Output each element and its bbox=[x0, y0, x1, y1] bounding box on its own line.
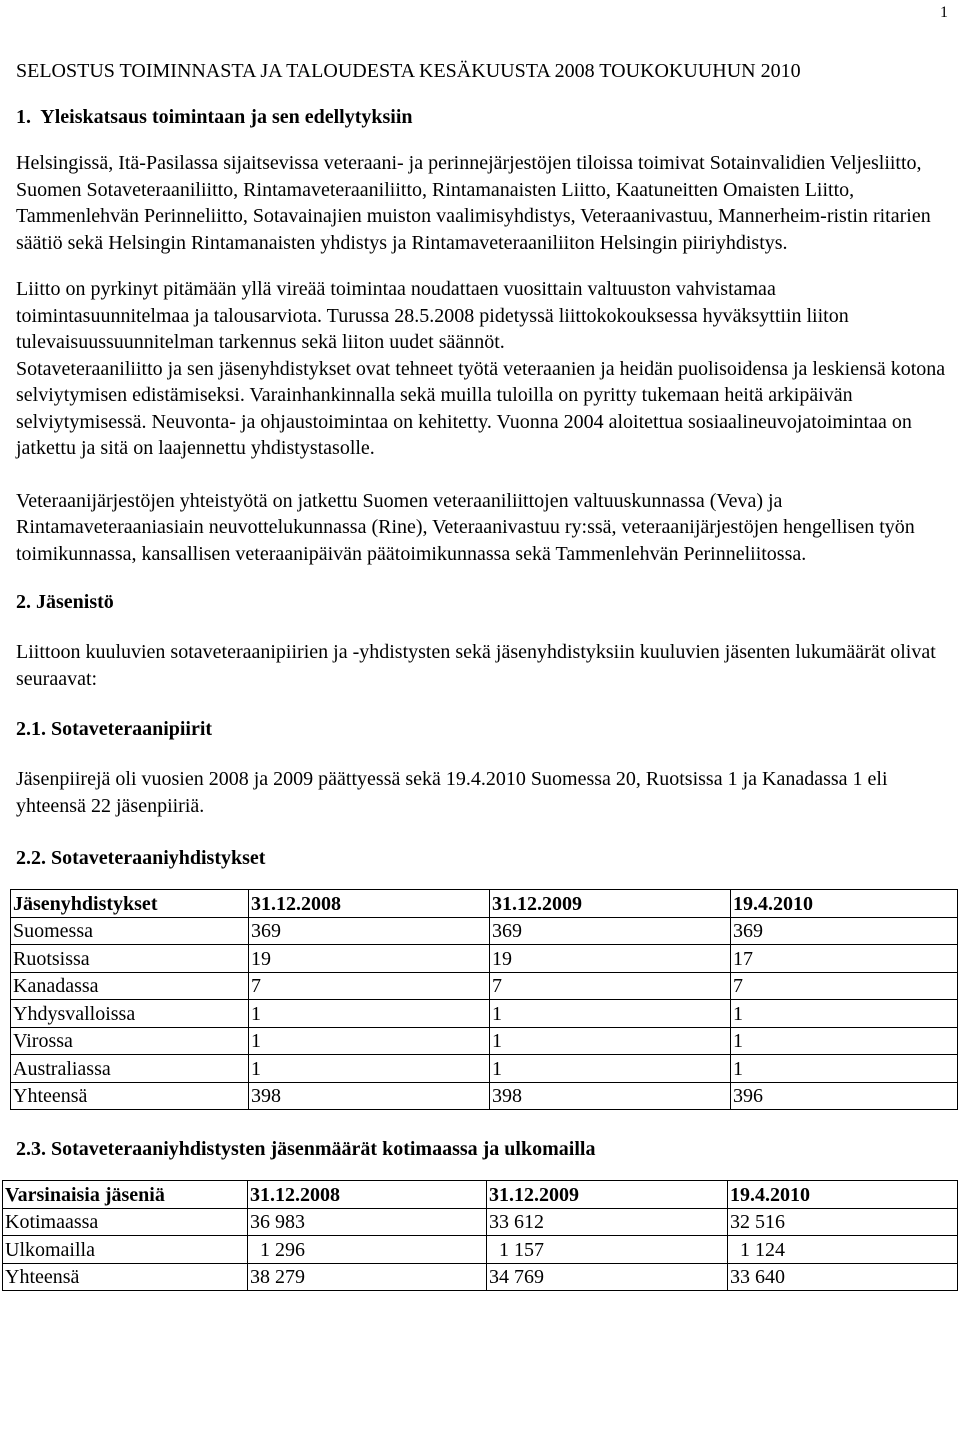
table-row bbox=[3, 1236, 958, 1264]
table-header-row bbox=[3, 1181, 958, 1209]
section-2-2-heading: 2.2. Sotaveteraaniyhdistykset bbox=[16, 847, 266, 869]
table-header-cell: Jäsenyhdistykset bbox=[11, 890, 249, 918]
section-1-paragraph-4: Veteraanijärjestöjen yhteistyötä on jatkettu Suomen veteraaniliittojen valtuuskunnassa (Veva) ja Rintamaveteraaniasiain neuvottelukunnassa (Rine), Veteraanivastuu ry:ssä, veteraanijärjestöjen hengellisen työn toimikunnassa, kansallisen veteraanipäivän päätoimikunnassa sekä Tammenlehvän Perinneliitossa. bbox=[16, 489, 915, 565]
table-cell: Yhteensä bbox=[3, 1263, 248, 1291]
table-cell: 1 bbox=[731, 1027, 958, 1055]
document-title: SELOSTUS TOIMINNASTA JA TALOUDESTA KESÄKUUSTA 2008 TOUKOKUUHUN 2010 bbox=[16, 60, 801, 82]
table-cell: 19 bbox=[490, 945, 731, 973]
section-1-heading: 1. Yleiskatsaus toimintaan ja sen edellytyksiin bbox=[16, 106, 413, 128]
table-header-cell: Varsinaisia jäseniä bbox=[3, 1181, 248, 1209]
table-cell: Yhdysvalloissa bbox=[11, 1000, 249, 1028]
table-header-cell: 31.12.2008 bbox=[248, 1181, 487, 1209]
section-2-3-heading: 2.3. Sotaveteraaniyhdistysten jäsenmäärät kotimaassa ja ulkomailla bbox=[16, 1138, 596, 1160]
table-cell: Kanadassa bbox=[11, 972, 249, 1000]
table-row bbox=[11, 972, 958, 1000]
table-cell: 38 279 bbox=[248, 1263, 487, 1291]
table-cell: 1 bbox=[249, 1027, 490, 1055]
table-cell: 33 640 bbox=[728, 1263, 958, 1291]
table-cell: 1 bbox=[490, 1000, 731, 1028]
section-2-heading: 2. Jäsenistö bbox=[16, 591, 114, 613]
table-cell: 36 983 bbox=[248, 1208, 487, 1236]
table-cell: 398 bbox=[490, 1082, 731, 1110]
table-row bbox=[3, 1263, 958, 1291]
table-cell: 7 bbox=[249, 972, 490, 1000]
table-row bbox=[11, 1027, 958, 1055]
table-row bbox=[11, 1000, 958, 1028]
table-cell: 369 bbox=[249, 917, 490, 945]
table-cell: Australiassa bbox=[11, 1055, 249, 1083]
table-cell: 1 124 bbox=[728, 1236, 958, 1264]
table-cell: 369 bbox=[731, 917, 958, 945]
table-cell: 1 bbox=[731, 1000, 958, 1028]
table-row bbox=[3, 1208, 958, 1236]
table-header-cell: 19.4.2010 bbox=[731, 890, 958, 918]
page-number: 1 bbox=[940, 4, 948, 21]
section-1-paragraph-1: Helsingissä, Itä-Pasilassa sijaitsevissa veteraani- ja perinnejärjestöjen tiloissa toimivat Sotainvalidien Veljesliitto, Suomen Sotaveteraaniliitto, Rintamaveteraaniliitto, Rintamanaisten Liitto, Kaatuneitten Omaisten Liitto, Tammenlehvän Perinneliitto, Sotavainajien muiston vaalimisyhdistys, Veteraanivastuu, Mannerheim-ristin ritarien säätiö sekä Helsingin Rintamanaisten yhdistys ja Rintamaveteraaniliiton Helsingin piiriyhdistys. bbox=[16, 152, 931, 254]
table-cell: 396 bbox=[731, 1082, 958, 1110]
table-cell: 1 bbox=[249, 1000, 490, 1028]
table-cell: 19 bbox=[249, 945, 490, 973]
table-header-cell: 31.12.2008 bbox=[249, 890, 490, 918]
section-2-1-heading: 2.1. Sotaveteraanipiirit bbox=[16, 718, 213, 740]
table-cell: 17 bbox=[731, 945, 958, 973]
member-counts-table bbox=[2, 1180, 958, 1291]
table-cell: Ulkomailla bbox=[3, 1236, 248, 1264]
table-cell: 1 bbox=[490, 1055, 731, 1083]
document-body bbox=[5, 58, 946, 1291]
table-cell: 32 516 bbox=[728, 1208, 958, 1236]
table-row bbox=[11, 945, 958, 973]
table-cell: 1 bbox=[249, 1055, 490, 1083]
table-cell: Suomessa bbox=[11, 917, 249, 945]
table-cell: 1 296 bbox=[248, 1236, 487, 1264]
table-cell: Ruotsissa bbox=[11, 945, 249, 973]
table-cell: 7 bbox=[490, 972, 731, 1000]
table-cell: 1 bbox=[490, 1027, 731, 1055]
member-associations-table bbox=[10, 889, 958, 1110]
section-2-paragraph: Liittoon kuuluvien sotaveteraanipiirien ja -yhdistysten sekä jäsenyhdistyksiin kuuluvien jäsenten lukumäärät olivat seuraavat: bbox=[16, 641, 936, 690]
table-cell: Kotimaassa bbox=[3, 1208, 248, 1236]
section-1-paragraph-3: Sotaveteraaniliitto ja sen jäsenyhdistykset ovat tehneet työtä veteraanien ja heidän puolisoidensa ja leskiensä kotona selviytymisen edistämiseksi. Varainhankinnalla sekä muilla tuloilla on pyritty tukemaan heitä arkipäivän selviytymisessä. Neuvonta- ja ohjaustoimintaa on kehitetty. Vuonna 2004 aloitettua sosiaalineuvojatoimintaa on jatkettu ja sitä on laajennettu yhdistystasolle. bbox=[16, 357, 946, 459]
table-header-cell: 19.4.2010 bbox=[728, 1181, 958, 1209]
table-cell: 34 769 bbox=[487, 1263, 728, 1291]
table-cell: 398 bbox=[249, 1082, 490, 1110]
table-cell: 369 bbox=[490, 917, 731, 945]
table-header-row bbox=[11, 890, 958, 918]
table-row bbox=[11, 917, 958, 945]
table-cell: 1 157 bbox=[487, 1236, 728, 1264]
section-1-paragraph-2: Liitto on pyrkinyt pitämään yllä vireää toimintaa noudattaen vuosittain valtuuston vahvistamaa toimintasuunnitelmaa ja talousarviota. Turussa 28.5.2008 pidetyssä liittokokouksessa hyväksyttiin liiton tulevaisuussuunnitelman tarkennus sekä liiton uudet säännöt. bbox=[16, 278, 849, 353]
table-header-cell: 31.12.2009 bbox=[487, 1181, 728, 1209]
table-cell: 7 bbox=[731, 972, 958, 1000]
section-2-1-paragraph: Jäsenpiirejä oli vuosien 2008 ja 2009 päättyessä sekä 19.4.2010 Suomessa 20, Ruotsissa 1 ja Kanadassa 1 eli yhteensä 22 jäsenpiiriä. bbox=[16, 768, 888, 817]
table-row bbox=[11, 1055, 958, 1083]
table-header-cell: 31.12.2009 bbox=[490, 890, 731, 918]
table-cell: Yhteensä bbox=[11, 1082, 249, 1110]
table-row bbox=[11, 1082, 958, 1110]
table-cell: Virossa bbox=[11, 1027, 249, 1055]
table-cell: 1 bbox=[731, 1055, 958, 1083]
table-cell: 33 612 bbox=[487, 1208, 728, 1236]
